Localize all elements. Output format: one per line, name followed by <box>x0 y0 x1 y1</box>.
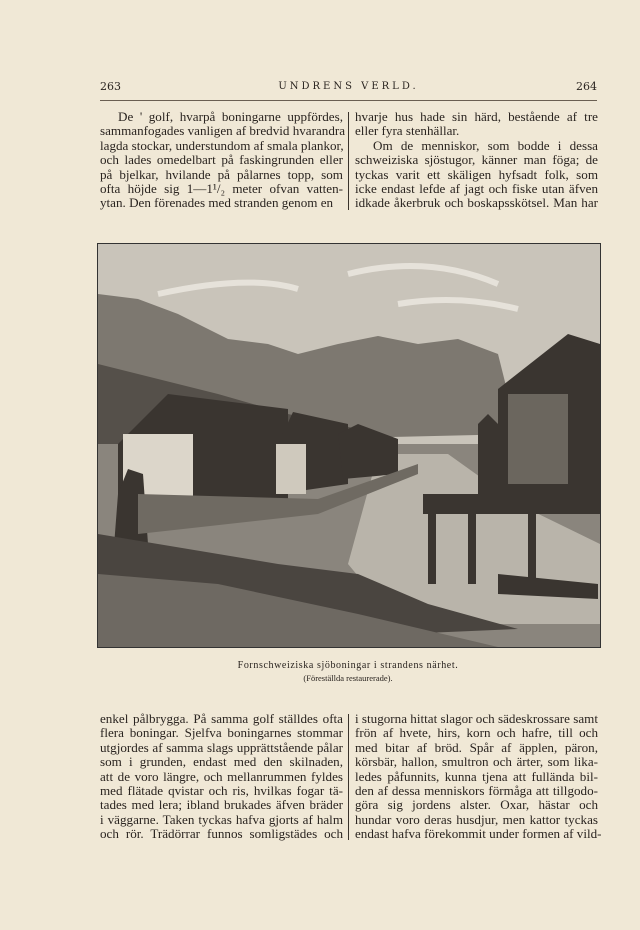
text-line: ledes påfunnits, kunna tjena att fullända bil- <box>355 768 598 784</box>
column-divider <box>348 714 349 840</box>
text-line: i väggarne. Taken tyckas hafva gjorts af halm <box>100 811 343 827</box>
text-line: i stugorna hittat slagor och sädeskrossare samt <box>355 711 598 726</box>
page-number-right: 264 <box>576 80 597 93</box>
text-line: hundar voro deras husdjur, men kattor tyckas <box>355 811 598 827</box>
text-line: schweiziska sjöstugor, känner man föga; de <box>355 152 598 168</box>
text-line: lagda stockar, understundom af smala plankor, <box>100 137 344 153</box>
text-line: att de voro längre, och mellanrummen fyldes <box>100 768 343 784</box>
figure-caption: Fornschweiziska sjöboningar i strandens närhet. <box>237 660 459 671</box>
text-line: flera boningar. Sjelfva boningarnes stommar <box>100 725 343 741</box>
text-line: endast hafva förekommit under formen af vild- <box>355 826 602 842</box>
text-line: sammanfogades vanligen af bredvid hvarandra <box>100 123 346 139</box>
figure-subcaption: (Föreställda restaurerade). <box>303 673 393 683</box>
text-line: enkel pålbrygga. På samma golf ställdes ofta <box>100 711 343 726</box>
text-line: som i grunden, endast med den skilnaden, <box>100 754 343 770</box>
text-line: icke endast lefde af jagt och fiske utan äfven <box>355 181 598 197</box>
text-line: utgjordes af samma slags upprättstående pålar <box>100 739 343 755</box>
text-line: körsbär, hallon, smultron och ärter, som lika- <box>355 754 598 770</box>
running-title: UNDRENS VERLD. <box>278 81 419 92</box>
column-divider <box>348 112 349 210</box>
text-line: med flätade qvistar och ris, hvilkas fogar tä- <box>100 783 343 799</box>
text-line: ytan. Den förenades med stranden genom en <box>100 195 334 211</box>
header-rule <box>100 100 597 101</box>
text-line: tades med lera; ibland brukades äfven bräder <box>100 797 343 813</box>
text-line: idkade åkerbruk och boskapsskötsel. Man har <box>355 195 598 211</box>
text-line: på bjelkar, hvilande på pålarnes topp, som <box>100 166 343 182</box>
text-line: och rör. Trädörrar funnos somligstädes och <box>100 826 343 842</box>
text-line: med bitar af bröd. Spår af äpplen, päron, <box>355 739 598 755</box>
text-line: tyckas varit ett skäligen hyfsadt folk, som <box>355 166 598 182</box>
bottom-left-column <box>100 712 343 842</box>
text-line: och lades omedelbart på faskingrunden eller <box>100 152 343 168</box>
text-line: frön af hvete, hirs, korn och hafre, till och <box>355 725 598 741</box>
illustration-lake-dwellings <box>97 243 601 648</box>
bottom-right-column <box>355 711 602 842</box>
top-left-column <box>100 109 346 211</box>
text-line: Om de menniskor, som bodde i dessa <box>373 137 598 153</box>
page-number-left: 263 <box>100 80 121 93</box>
text-line: göra sig jordens alster. Oxar, hästar och <box>355 797 598 813</box>
text-line: den af dessa menniskors förmåga att tillgodo- <box>355 783 598 799</box>
text-line: hvarje hus hade sin härd, bestående af tre <box>355 109 598 124</box>
text-line: De ' golf, hvarpå boningarne uppfördes, <box>118 109 343 124</box>
running-header <box>100 80 597 96</box>
text-line: ofta höjde sig 1—1¹/₂ meter ofvan vatten- <box>100 181 343 197</box>
text-line: eller fyra stenhällar. <box>355 123 460 139</box>
top-right-column <box>355 110 598 211</box>
